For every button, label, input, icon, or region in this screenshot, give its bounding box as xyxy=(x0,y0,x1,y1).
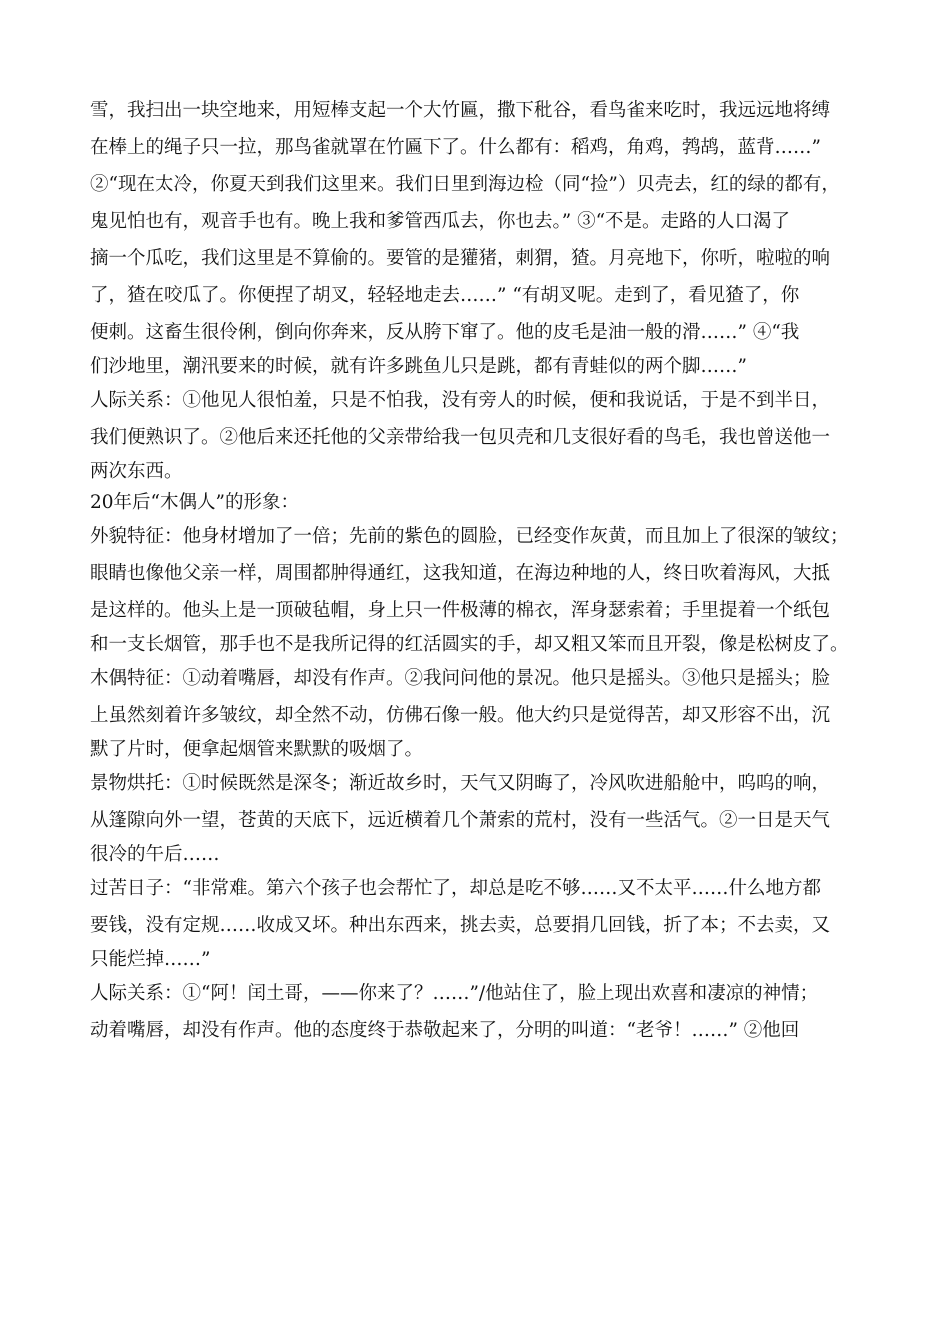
text-line: 在棒上的绳子只一拉，那鸟雀就罩在竹匾下了。什么都有：稻鸡，角鸡，鹁鸪，蓝背……” xyxy=(90,137,821,158)
text-line: 和一支长烟管，那手也不是我所记得的红活圆实的手，却又粗又笨而且开裂，像是松树皮了。 xyxy=(90,634,849,655)
text-line: 两次东西。 xyxy=(90,461,183,482)
text-line: ②“现在太冷，你夏天到我们这里来。我们日里到海边检（同“捡”）贝壳去，红的绿的都有， xyxy=(90,174,840,195)
text-line: 景物烘托：①时候既然是深冬；渐近故乡时，天气又阴晦了，冷风吹进船舱中，呜呜的响， xyxy=(90,773,831,794)
text-line: 过苦日子：“非常难。第六个孩子也会帮忙了，却总是吃不够……又不太平……什么地方都 xyxy=(90,878,821,899)
text-line: 我们便熟识了。②他后来还托他的父亲带给我一包贝壳和几支很好看的鸟毛，我也曾送他一 xyxy=(90,427,831,448)
text-line: 鬼见怕也有，观音手也有。晚上我和爹管西瓜去，你也去。” ③“不是。走路的人口渴了 xyxy=(90,211,791,232)
text-line: 眼睛也像他父亲一样，周围都肿得通红，这我知道，在海边种地的人，终日吹着海风，大抵 xyxy=(90,563,831,584)
text-line: 外貌特征：他身材增加了一倍；先前的紫色的圆脸，已经变作灰黄，而且加上了很深的皱纹； xyxy=(90,526,849,547)
text-line: 很冷的午后…… xyxy=(90,844,220,865)
text-line: 从篷隙向外一望，苍黄的天底下，远近横着几个萧索的荒村，没有一些活气。②一日是天气 xyxy=(90,810,831,831)
text-line: 动着嘴唇，却没有作声。他的态度终于恭敬起来了，分明的叫道：“老爷！……” ②他回 xyxy=(90,1020,800,1041)
text-line: 木偶特征：①动着嘴唇，却没有作声。②我问问他的景况。他只是摇头。③他只是摇头；脸 xyxy=(90,668,831,689)
text-line: 只能烂掉……” xyxy=(90,949,211,970)
text-line: 了，猹在咬瓜了。你便捏了胡叉，轻轻地走去……” “有胡叉呢。走到了，看见猹了，你 xyxy=(90,285,800,306)
text-line: 人际关系：①他见人很怕羞，只是不怕我，没有旁人的时候，便和我说话，于是不到半日， xyxy=(90,390,831,411)
section-heading: 20年后“木偶人”的形象： xyxy=(90,492,299,513)
text-line: 上虽然刻着许多皱纹，却全然不动，仿佛石像一般。他大约只是觉得苦，却又形容不出，沉 xyxy=(90,705,831,726)
text-line: 便刺。这畜生很伶俐，倒向你奔来，反从胯下窜了。他的皮毛是油一般的滑……” ④“我 xyxy=(90,322,800,343)
text-line: 摘一个瓜吃，我们这里是不算偷的。要管的是獾猪，刺猬，猹。月亮地下，你听，啦啦的响 xyxy=(90,248,831,269)
text-line: 是这样的。他头上是一顶破毡帽，身上只一件极薄的棉衣，浑身瑟索着；手里提着一个纸包 xyxy=(90,600,831,621)
text-line: 人际关系：①“阿！闰土哥，——你来了？……”/他站住了，脸上现出欢喜和凄凉的神情； xyxy=(90,983,819,1004)
text-line: 们沙地里，潮汛要来的时候，就有许多跳鱼儿只是跳，都有青蛙似的两个脚……” xyxy=(90,356,747,377)
document-body xyxy=(90,92,862,1049)
text-line: 默了片时，便拿起烟管来默默的吸烟了。 xyxy=(90,739,424,760)
text-line: 雪，我扫出一块空地来，用短棒支起一个大竹匾，撒下秕谷，看鸟雀来吃时，我远远地将缚 xyxy=(90,100,831,121)
text-line: 要钱，没有定规……收成又坏。种出东西来，挑去卖，总要捐几回钱，折了本；不去卖，又 xyxy=(90,915,831,936)
